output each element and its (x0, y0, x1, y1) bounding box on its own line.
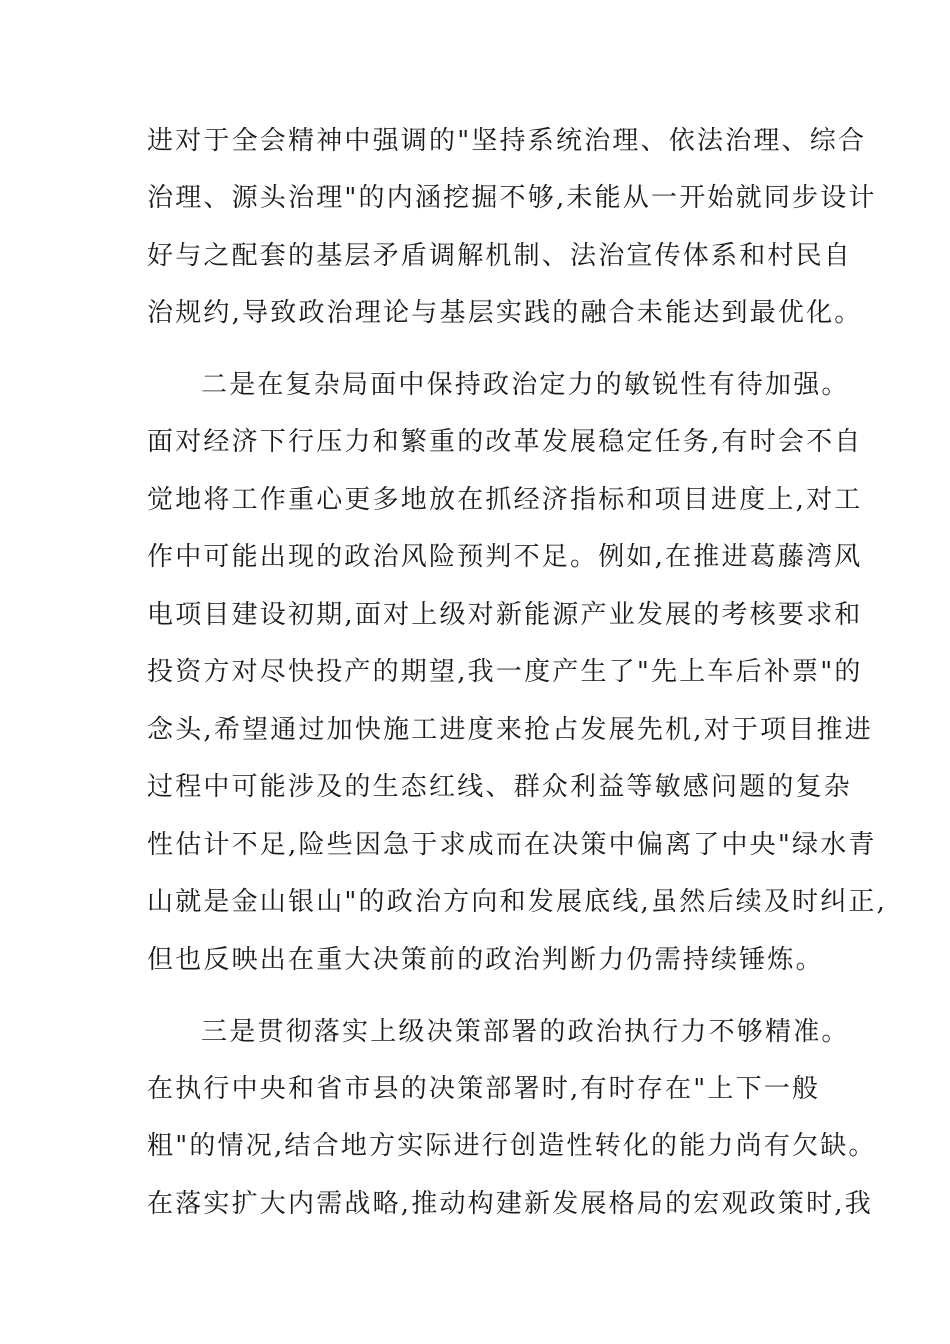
text-line: 觉地将工作重心更多地放在抓经济指标和项目进度上,对工 (147, 485, 863, 515)
text-line: 面对经济下行压力和繁重的改革发展稳定任务,有时会不自 (147, 427, 863, 457)
text-line: 过程中可能涉及的生态红线、群众利益等敏感问题的复杂 (147, 772, 853, 802)
text-line: 电项目建设初期,面对上级对新能源产业发展的考核要求和 (147, 600, 863, 630)
text-line: 治理、源头治理"的内涵挖掘不够,未能从一开始就同步设计 (147, 183, 877, 213)
text-line: 作中可能出现的政治风险预判不足。例如,在推进葛藤湾风 (147, 542, 863, 572)
text-line: 好与之配套的基层矛盾调解机制、法治宣传体系和村民自 (147, 241, 853, 271)
text-line: 粗"的情况,结合地方实际进行创造性转化的能力尚有欠缺。 (147, 1131, 877, 1161)
text-line: 性估计不足,险些因急于求成而在决策中偏离了中央"绿水青 (147, 830, 877, 860)
text-line: 念头,希望通过加快施工进度来抢占发展先机,对于项目推进 (147, 715, 873, 745)
text-line: 但也反映出在重大决策前的政治判断力仍需持续锤炼。 (147, 945, 824, 975)
text-line: 投资方对尽快投产的期望,我一度产生了"先上车后补票"的 (147, 657, 863, 687)
text-line: 治规约,导致政治理论与基层实践的融合未能达到最优化。 (147, 298, 863, 328)
text-line: 山就是金山银山"的政治方向和发展底线,虽然后续及时纠正, (147, 887, 888, 917)
paragraph-heading: 三是贯彻落实上级决策部署的政治执行力不够精准。 (201, 1017, 850, 1047)
text-line: 在落实扩大内需战略,推动构建新发展格局的宏观政策时,我 (147, 1189, 873, 1219)
text-line: 在执行中央和省市县的决策部署时,有时存在"上下一般 (147, 1074, 821, 1104)
paragraph-heading: 二是在复杂局面中保持政治定力的敏锐性有待加强。 (201, 370, 850, 400)
text-line: 进对于全会精神中强调的"坚持系统治理、依法治理、综合 (147, 126, 867, 156)
